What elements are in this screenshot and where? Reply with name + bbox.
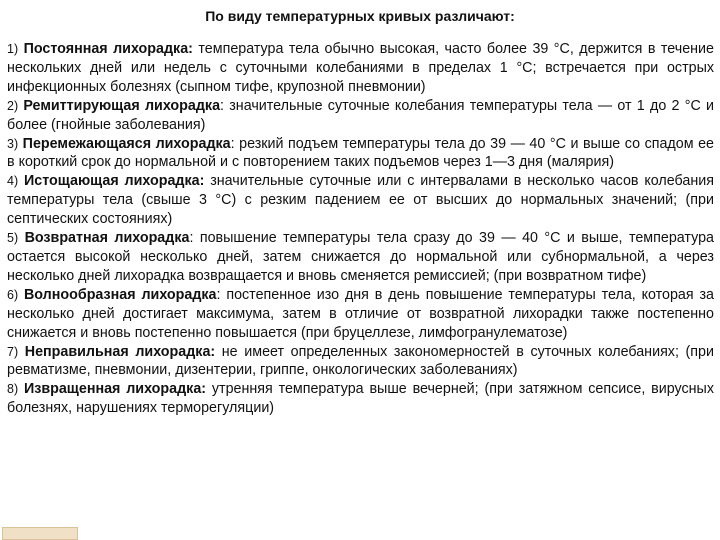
item-description: : значительные суточные колебания температуры тела — от 1 до 2 °С и более (гнойные заболевания) — [7, 97, 714, 133]
item-term: Перемежающаяся лихорадка — [22, 135, 231, 152]
item-description: утренняя температура выше вечерней; (при затяжном сепсисе, вирусных болезнях, нарушениях терморегуляции) — [7, 381, 714, 417]
item-number: 5) — [7, 231, 19, 246]
item-description: не имеет определенных закономерностей в суточных колебаниях; (при ревматизме, пневмонии, дизентерии, гриппе, онкологических заболеваниях) — [7, 343, 714, 379]
item-number: 2) — [7, 98, 19, 113]
item-term: Волнообразная лихорадка — [23, 286, 217, 303]
item-term: Ремиттирующая лихорадка — [23, 97, 221, 114]
list-item-hectic-fever — [7, 172, 714, 229]
item-number: 8) — [7, 382, 19, 397]
item-term: Постоянная лихорадка: — [23, 41, 193, 57]
item-term: Неправильная лихорадка: — [24, 343, 216, 360]
item-term: Возвратная лихорадка — [24, 230, 190, 247]
item-description: : резкий подъем температуры тела до 39 — 40 °С и выше со спадом ее в короткий срок до нормальной и с повторением таких подъемов через 1—3 дня (малярия) — [7, 135, 714, 171]
item-number: 3) — [7, 136, 19, 151]
item-number: 6) — [7, 287, 19, 302]
item-term: Извращенная лихорадка: — [23, 381, 207, 398]
fever-types-list — [7, 40, 714, 418]
item-description: : постепенное изо дня в день повышение температуры тела, которая за несколько дней достигает максимума, затем в отличие от возвратной лихорадки также постепенно снижается и вновь постепенно повышается (при бруцеллезе, лимфогранулематозе) — [7, 286, 714, 341]
item-number: 4) — [7, 174, 19, 189]
list-item-inverse-fever — [7, 380, 714, 418]
item-description: температура тела обычно высокая, часто более 39 °С, держится в течение нескольких дней или недель с суточными колебаниями в пределах 1 °С; встречается при острых инфекционных болезнях (сыпном тифе, крупозной пневмонии) — [7, 41, 714, 95]
list-item-intermittent-fever — [7, 135, 714, 173]
item-description: значительные суточные или с интервалами в несколько часов колебания температуры тела (свыше 3 °С) с резким падением ее от высших до нормальных значений; (при септических состояниях) — [7, 173, 714, 228]
page-title: По виду температурных кривых различают: — [205, 8, 515, 24]
item-number: 1) — [7, 42, 19, 56]
list-item-remittent-fever — [7, 97, 714, 135]
item-number: 7) — [7, 344, 19, 359]
list-item-relapsing-fever — [7, 229, 714, 286]
item-term: Истощающая лихорадка: — [23, 173, 205, 190]
list-item-irregular-fever — [7, 343, 714, 381]
list-item-constant-fever — [7, 40, 714, 97]
list-item-undulant-fever — [7, 286, 714, 343]
item-description: : повышение температуры тела сразу до 39 — 40 °С и выше, температура остается высокой несколько дней, затем снижается до нормальной или субнормальной, а через несколько дней лихорадка возвращается и вновь сменяется ремиссией; (при возвратном тифе) — [7, 230, 715, 284]
slide-navigation-bar[interactable] — [2, 527, 78, 540]
